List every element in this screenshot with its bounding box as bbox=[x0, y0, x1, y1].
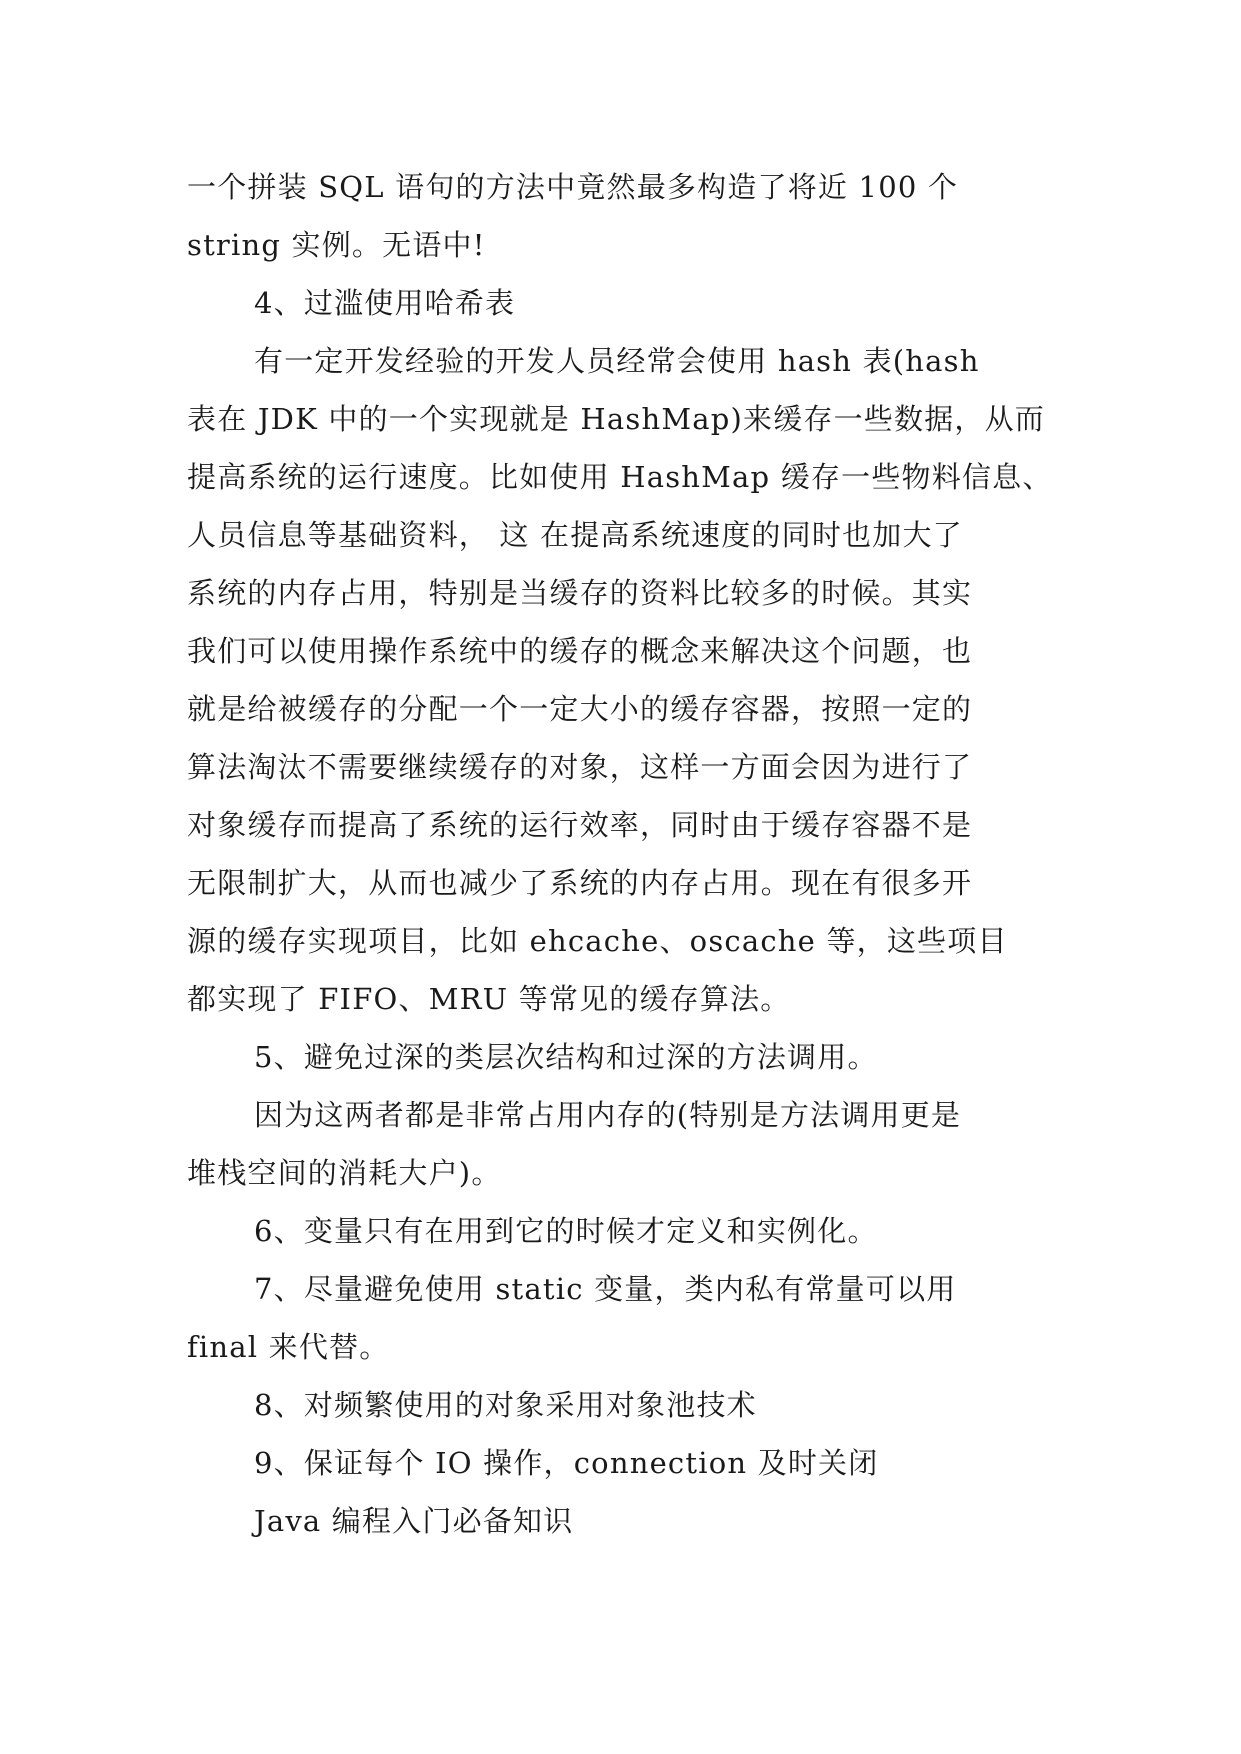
text-line: 堆栈空间的消耗大户)。 bbox=[187, 1156, 502, 1190]
section-heading: 7、尽量避免使用 static 变量，类内私有常量可以用 bbox=[254, 1272, 957, 1306]
text-line: 算法淘汰不需要继续缓存的对象，这样一方面会因为进行了 bbox=[187, 750, 973, 784]
paragraph-start: 有一定开发经验的开发人员经常会使用 hash 表(hash bbox=[254, 344, 980, 378]
text-line: 我们可以使用操作系统中的缓存的概念来解决这个问题，也 bbox=[187, 634, 973, 668]
text-line: 对象缓存而提高了系统的运行效率，同时由于缓存容器不是 bbox=[187, 808, 973, 842]
section-heading: 8、对频繁使用的对象采用对象池技术 bbox=[254, 1388, 757, 1422]
text-line: 一个拼装 SQL 语句的方法中竟然最多构造了将近 100 个 bbox=[187, 170, 959, 204]
text-line: 就是给被缓存的分配一个一定大小的缓存容器，按照一定的 bbox=[187, 692, 973, 726]
text-line: string 实例。无语中! bbox=[187, 228, 486, 262]
text-line: 人员信息等基础资料， 这 在提高系统速度的同时也加大了 bbox=[187, 518, 963, 552]
document-body bbox=[187, 158, 1053, 1550]
section-heading: 4、过滥使用哈希表 bbox=[254, 286, 516, 320]
text-line: 无限制扩大，从而也减少了系统的内存占用。现在有很多开 bbox=[187, 866, 973, 900]
text-line: 提高系统的运行速度。比如使用 HashMap 缓存一些物料信息、 bbox=[187, 460, 1053, 494]
text-line: 系统的内存占用，特别是当缓存的资料比较多的时候。其实 bbox=[187, 576, 973, 610]
section-heading: 6、变量只有在用到它的时候才定义和实例化。 bbox=[254, 1214, 878, 1248]
section-heading: 5、避免过深的类层次结构和过深的方法调用。 bbox=[254, 1040, 878, 1074]
section-heading: 9、保证每个 IO 操作，connection 及时关闭 bbox=[254, 1446, 879, 1480]
text-line: 都实现了 FIFO、MRU 等常见的缓存算法。 bbox=[187, 982, 791, 1016]
text-line: final 来代替。 bbox=[187, 1330, 390, 1364]
text-line: 表在 JDK 中的一个实现就是 HashMap)来缓存一些数据，从而 bbox=[187, 402, 1045, 436]
paragraph-start: 因为这两者都是非常占用内存的(特别是方法调用更是 bbox=[254, 1098, 962, 1132]
section-heading: Java 编程入门必备知识 bbox=[254, 1504, 574, 1538]
text-line: 源的缓存实现项目，比如 ehcache、oscache 等，这些项目 bbox=[187, 924, 1008, 958]
